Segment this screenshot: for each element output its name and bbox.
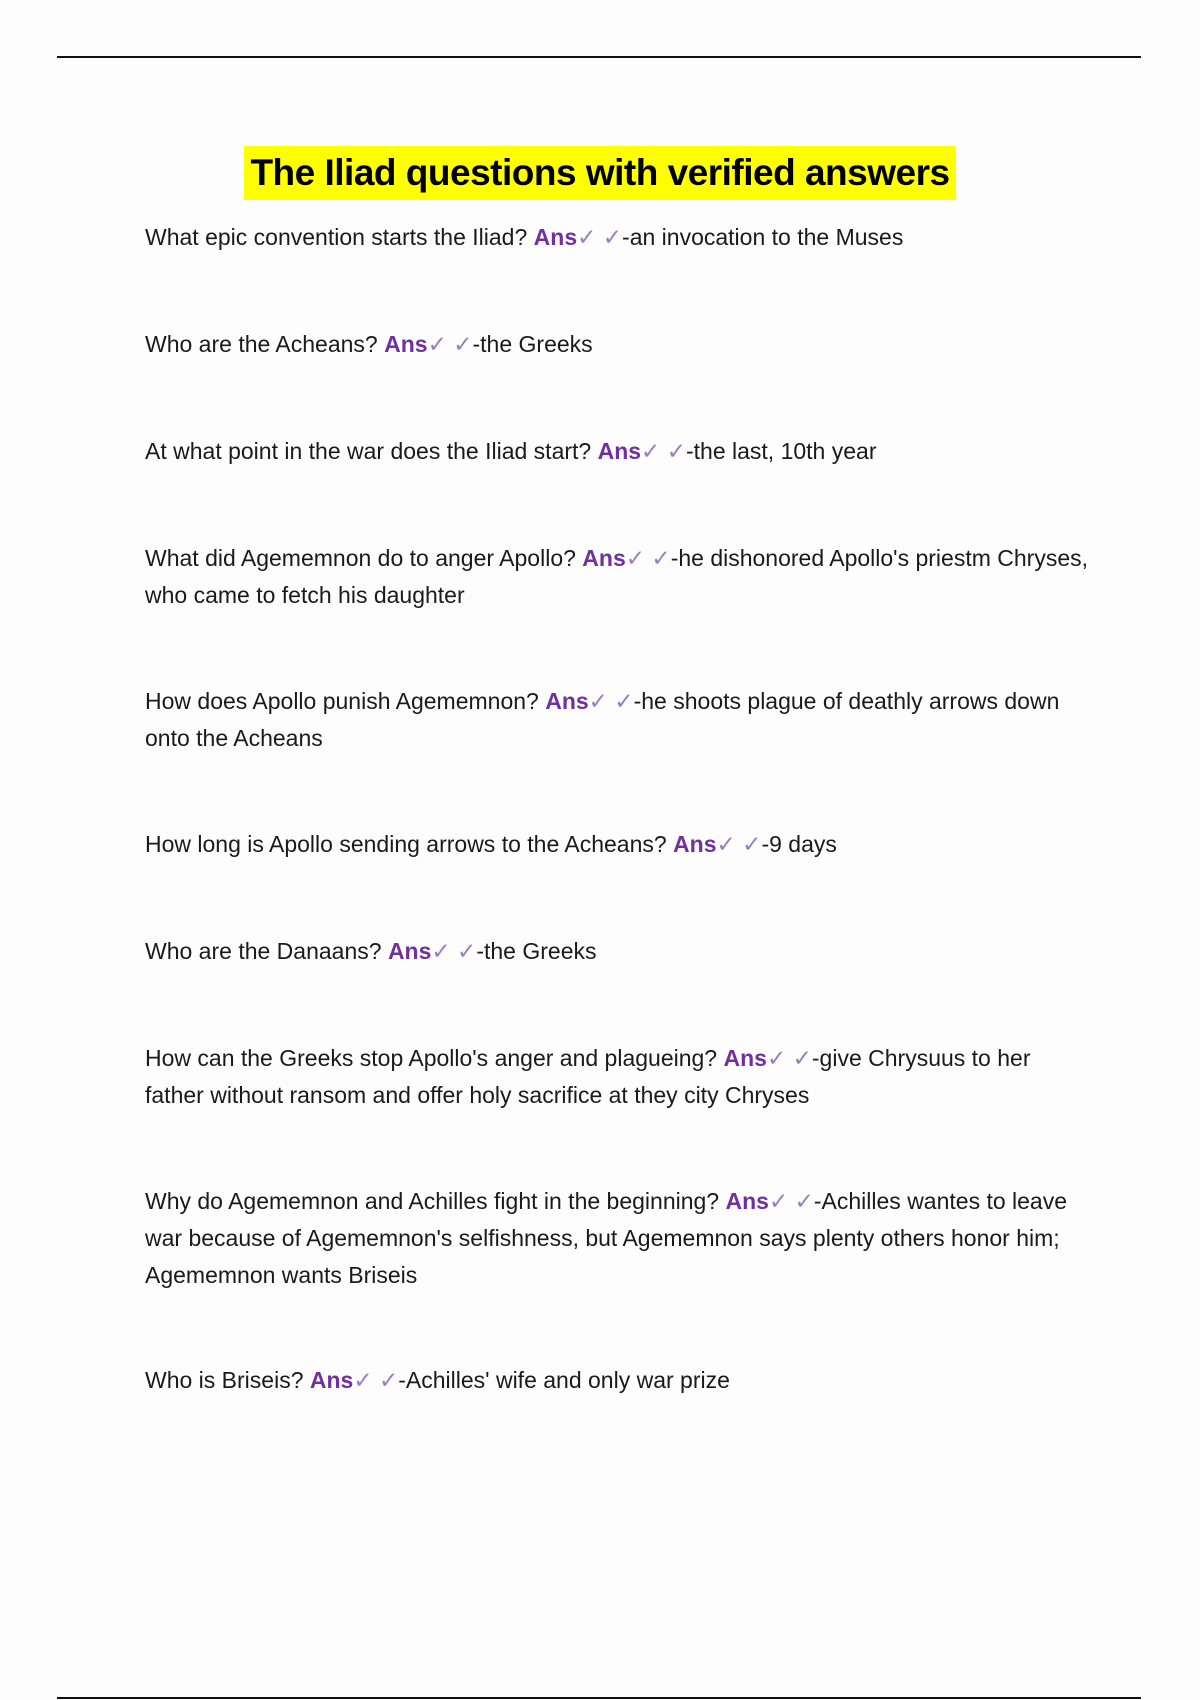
ans-label: Ans bbox=[723, 1045, 767, 1071]
check-icon: ✓ ✓ bbox=[625, 545, 671, 571]
title-container bbox=[0, 146, 1200, 200]
check-icon: ✓ ✓ bbox=[577, 224, 623, 250]
question-text: Who are the Acheans? bbox=[145, 331, 385, 357]
qa-item bbox=[145, 1362, 1090, 1399]
answer-text: -the last, 10th year bbox=[685, 438, 877, 464]
question-text: What epic convention starts the Iliad? bbox=[145, 224, 534, 250]
answer-text: -the Greeks bbox=[472, 331, 593, 357]
check-icon: ✓ ✓ bbox=[716, 831, 762, 857]
answer-text: -give Chrysuus to her father without ransom and offer holy sacrifice at they city Chryses bbox=[145, 1045, 1031, 1108]
qa-item bbox=[145, 540, 1090, 614]
answer-text: -9 days bbox=[761, 831, 837, 857]
ans-label: Ans bbox=[725, 1188, 769, 1214]
answer-text: -the Greeks bbox=[476, 938, 597, 964]
ans-label: Ans bbox=[545, 688, 589, 714]
qa-item bbox=[145, 219, 1090, 256]
answer-text: -Achilles' wife and only war prize bbox=[398, 1367, 730, 1393]
check-icon: ✓ ✓ bbox=[768, 1188, 814, 1214]
ans-label: Ans bbox=[309, 1367, 354, 1393]
ans-label: Ans bbox=[597, 438, 642, 464]
answer-text: -Achilles wantes to leave war because of Agememnon's selfishness, but Agememnon says plenty others honor him; Agememnon wants Briseis bbox=[145, 1188, 1068, 1288]
ans-label: Ans bbox=[533, 224, 578, 250]
qa-item bbox=[145, 683, 1090, 757]
check-icon: ✓ ✓ bbox=[766, 1045, 812, 1071]
qa-item bbox=[145, 326, 1090, 363]
question-text: Who is Briseis? bbox=[145, 1367, 310, 1393]
question-text: What did Agememnon do to anger Apollo? bbox=[145, 545, 583, 571]
check-icon: ✓ ✓ bbox=[353, 1367, 399, 1393]
question-text: Who are the Danaans? bbox=[145, 938, 388, 964]
check-icon: ✓ ✓ bbox=[641, 438, 686, 464]
question-text: How long is Apollo sending arrows to the Acheans? bbox=[145, 831, 674, 857]
qa-item bbox=[145, 933, 1090, 970]
bottom-rule bbox=[57, 1697, 1141, 1699]
answer-text: -he shoots plague of deathly arrows down onto the Acheans bbox=[145, 688, 1060, 751]
ans-label: Ans bbox=[582, 545, 626, 571]
answer-text: -an invocation to the Muses bbox=[622, 224, 904, 250]
qa-item bbox=[145, 826, 1090, 863]
answer-text: -he dishonored Apollo's priestm Chryses, who came to fetch his daughter bbox=[145, 545, 1089, 608]
ans-label: Ans bbox=[673, 831, 717, 857]
check-icon: ✓ ✓ bbox=[431, 938, 477, 964]
top-rule bbox=[57, 56, 1141, 58]
question-text: How does Apollo punish Agememnon? bbox=[145, 688, 546, 714]
check-icon: ✓ ✓ bbox=[427, 331, 473, 357]
qa-item bbox=[145, 1183, 1090, 1294]
question-text: How can the Greeks stop Apollo's anger and plagueing? bbox=[145, 1045, 724, 1071]
check-icon: ✓ ✓ bbox=[588, 688, 634, 714]
ans-label: Ans bbox=[387, 938, 432, 964]
qa-item bbox=[145, 433, 1090, 470]
question-text: Why do Agememnon and Achilles fight in the beginning? bbox=[145, 1188, 726, 1214]
qa-item bbox=[145, 1040, 1090, 1114]
page-title: The Iliad questions with verified answers bbox=[244, 146, 955, 200]
question-text: At what point in the war does the Iliad start? bbox=[145, 438, 598, 464]
ans-label: Ans bbox=[384, 331, 428, 357]
